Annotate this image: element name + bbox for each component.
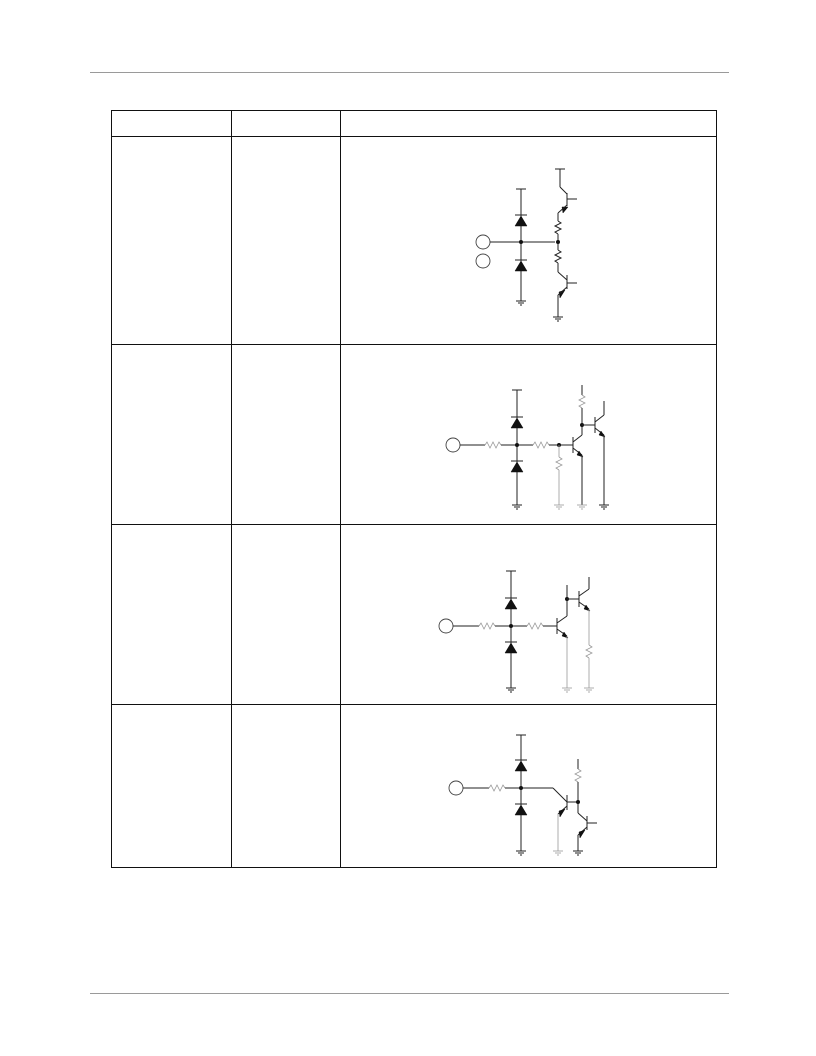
header-rule	[90, 72, 729, 73]
table-row	[112, 345, 717, 525]
table-row	[112, 705, 717, 868]
table-cell	[112, 705, 232, 868]
table-cell	[112, 525, 232, 705]
header-cell	[232, 111, 341, 137]
circuit-diagram-cell	[341, 137, 717, 345]
table-header-row	[112, 111, 717, 137]
table-cell	[232, 525, 341, 705]
circuit-diagram-cell	[341, 705, 717, 868]
circuit-diagram-cell	[341, 345, 717, 525]
table-cell	[112, 345, 232, 525]
circuit-diagram-cell	[341, 525, 717, 705]
input-emitter-follower-circuit-icon	[341, 525, 717, 704]
header-cell	[341, 111, 717, 137]
table-cell	[232, 705, 341, 868]
bidirectional-io-push-pull-circuit-icon	[341, 137, 717, 344]
table-row	[112, 525, 717, 705]
header-cell	[112, 111, 232, 137]
table-cell	[112, 137, 232, 345]
table-cell	[232, 137, 341, 345]
footer-rule	[90, 993, 729, 994]
input-two-stage-transistor-circuit-icon	[341, 345, 717, 524]
table-row	[112, 137, 717, 345]
input-darlington-circuit-icon	[341, 705, 717, 867]
table-cell	[232, 345, 341, 525]
equivalent-circuit-table	[111, 110, 717, 868]
